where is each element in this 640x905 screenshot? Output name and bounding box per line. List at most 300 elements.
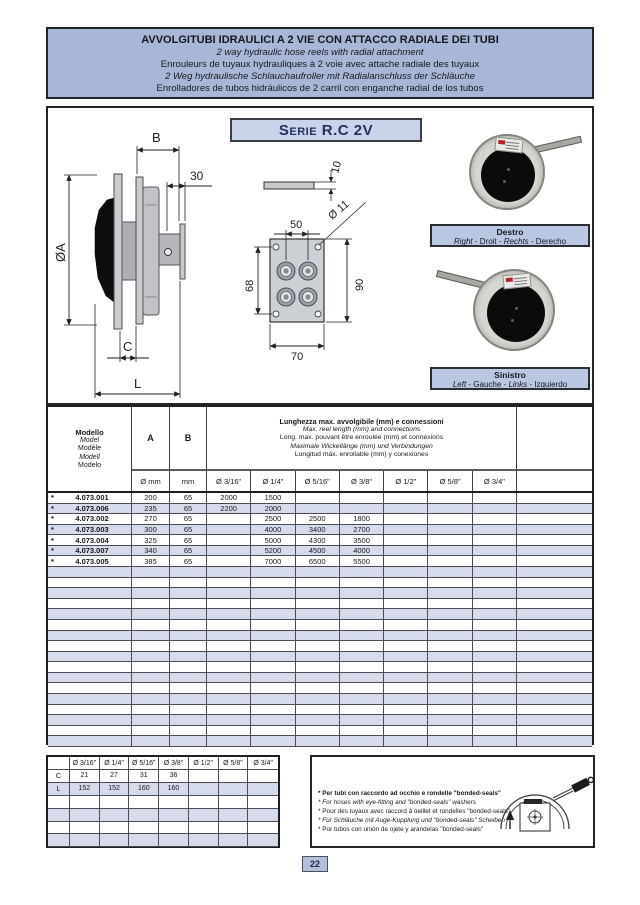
cl-cell [189, 770, 219, 783]
table-row-model-cell [48, 588, 132, 599]
table-cell [132, 673, 170, 684]
subheader-a-mm: Ø mm [132, 471, 170, 491]
page-number: 22 [302, 856, 328, 872]
table-cell [296, 641, 340, 652]
table-cell: 65 [170, 546, 207, 557]
table-cell [296, 694, 340, 705]
subheader-b-mm: mm [170, 471, 207, 491]
table-cell: 300 [132, 525, 170, 536]
sinistro-hose [436, 270, 486, 289]
cl-header-d316: Ø 3/16" [70, 757, 100, 770]
table-cell [340, 588, 384, 599]
table-cell: 2000 [207, 493, 251, 504]
sinistro-photo [473, 269, 555, 351]
table-cell [473, 631, 517, 642]
table-cell [428, 726, 472, 737]
table-cell [296, 609, 340, 620]
cl-cell [159, 834, 189, 847]
table-cell-spare [517, 567, 592, 578]
cl-header-d516: Ø 5/16" [129, 757, 159, 770]
table-cell [473, 652, 517, 663]
table-cell [428, 736, 472, 747]
table-cell [384, 736, 428, 747]
table-cell [340, 683, 384, 694]
table-cell [207, 620, 251, 631]
cl-header-d14: Ø 1/4" [100, 757, 130, 770]
cl-cell: 160 [159, 783, 189, 796]
table-cell [207, 652, 251, 663]
table-cell [207, 556, 251, 567]
cl-table [46, 755, 280, 848]
table-cell: 4000 [340, 546, 384, 557]
table-cell [384, 493, 428, 504]
table-cell [340, 578, 384, 589]
table-cell [473, 715, 517, 726]
table-row-model-cell: * 4.073.007 [48, 546, 132, 557]
notes-list [318, 789, 511, 834]
series-title: Serie R.C 2V [230, 118, 422, 142]
table-cell [207, 567, 251, 578]
table-row-model-cell: * 4.073.003 [48, 525, 132, 536]
table-cell [428, 588, 472, 599]
table-cell [428, 514, 472, 525]
table-cell [251, 683, 295, 694]
table-cell [340, 599, 384, 610]
table-cell [384, 673, 428, 684]
col-b-header: B [170, 407, 207, 471]
table-cell: 6500 [296, 556, 340, 567]
table-row-model-cell [48, 567, 132, 578]
table-row-model-cell [48, 705, 132, 716]
table-cell [428, 567, 472, 578]
table-cell [170, 578, 207, 589]
cl-cell [129, 796, 159, 809]
table-cell: 2500 [251, 514, 295, 525]
table-cell-spare [517, 673, 592, 684]
table-cell [340, 504, 384, 515]
table-cell [384, 694, 428, 705]
cl-cell [129, 822, 159, 835]
hose-coil-shape [95, 198, 114, 302]
table-cell [428, 493, 472, 504]
table-cell [132, 683, 170, 694]
table-cell [132, 726, 170, 737]
table-cell: 340 [132, 546, 170, 557]
table-cell [473, 662, 517, 673]
table-cell [251, 588, 295, 599]
table-cell [207, 609, 251, 620]
table-cell [296, 620, 340, 631]
table-cell-spare [517, 609, 592, 620]
table-cell-spare [517, 631, 592, 642]
table-cell [251, 609, 295, 620]
table-cell: 4500 [296, 546, 340, 557]
cl-cell: 152 [100, 783, 130, 796]
table-cell [473, 609, 517, 620]
table-cell-spare [517, 556, 592, 567]
table-cell-spare [517, 662, 592, 673]
note-line: * Per tubi con raccordo ad occhio e rondelle "bonded-seals" [318, 790, 501, 797]
table-cell [170, 631, 207, 642]
table-cell [207, 588, 251, 599]
cl-row-label: L [48, 783, 70, 796]
table-cell [296, 662, 340, 673]
table-row-model-cell [48, 736, 132, 747]
sinistro-title: Sinistro [494, 370, 526, 380]
dim-b-label: B [152, 130, 161, 145]
table-cell: 2500 [296, 514, 340, 525]
table-cell [428, 631, 472, 642]
table-cell [473, 736, 517, 747]
table-cell [251, 694, 295, 705]
table-cell [384, 620, 428, 631]
cl-row-label: C [48, 770, 70, 783]
table-cell [473, 641, 517, 652]
table-cell-spare [517, 705, 592, 716]
table-cell [340, 694, 384, 705]
cl-header-d38: Ø 3/8" [159, 757, 189, 770]
table-cell [251, 620, 295, 631]
cl-cell: 160 [129, 783, 159, 796]
table-cell [207, 599, 251, 610]
table-cell [384, 546, 428, 557]
table-cell: 65 [170, 504, 207, 515]
table-cell [296, 567, 340, 578]
table-cell-spare [517, 588, 592, 599]
table-cell [473, 525, 517, 536]
table-cell-spare [517, 620, 592, 631]
table-cell-spare [517, 578, 592, 589]
table-row-model-cell [48, 694, 132, 705]
table-cell [384, 631, 428, 642]
table-cell [340, 662, 384, 673]
table-cell [170, 620, 207, 631]
table-cell [473, 683, 517, 694]
table-row-model-cell [48, 620, 132, 631]
table-cell: 65 [170, 514, 207, 525]
destro-hose [534, 136, 582, 154]
table-cell [296, 578, 340, 589]
table-cell: 200 [132, 493, 170, 504]
table-cell [207, 715, 251, 726]
table-cell: 235 [132, 504, 170, 515]
table-cell [428, 599, 472, 610]
table-cell [251, 736, 295, 747]
table-cell [384, 599, 428, 610]
table-cell [207, 705, 251, 716]
table-cell [170, 683, 207, 694]
table-cell [428, 546, 472, 557]
table-row-model-cell: * 4.073.005 [48, 556, 132, 567]
table-cell: 1500 [251, 493, 295, 504]
table-cell [132, 715, 170, 726]
table-cell [428, 620, 472, 631]
table-cell-spare [517, 504, 592, 515]
table-cell [473, 599, 517, 610]
table-cell [170, 652, 207, 663]
dim-90-label: 90 [354, 278, 366, 291]
subheader-d38: Ø 3/8" [340, 471, 384, 491]
cl-table-body [48, 770, 278, 847]
subheader-d316: Ø 3/16" [207, 471, 251, 491]
table-cell [384, 683, 428, 694]
note-line: * Por tubos con unión de ojete y arandelas "bonded-seals" [318, 826, 484, 833]
cl-cell [219, 809, 249, 822]
table-cell [384, 726, 428, 737]
cl-cell [129, 809, 159, 822]
table-cell [296, 493, 340, 504]
table-cell [207, 535, 251, 546]
header-title-en: 2 way hydraulic hose reels with radial attachment [216, 47, 424, 58]
table-cell [384, 567, 428, 578]
table-cell [384, 609, 428, 620]
table-cell [384, 504, 428, 515]
table-cell [170, 705, 207, 716]
table-cell [428, 535, 472, 546]
table-cell: 3400 [296, 525, 340, 536]
cl-cell [219, 822, 249, 835]
main-table-body [48, 493, 592, 747]
cl-cell [70, 796, 100, 809]
subheader-d516: Ø 5/16" [296, 471, 340, 491]
table-cell [473, 588, 517, 599]
cl-header-d58: Ø 5/8" [219, 757, 249, 770]
table-cell-spare [517, 514, 592, 525]
table-cell [340, 493, 384, 504]
cl-cell [129, 834, 159, 847]
table-cell [384, 652, 428, 663]
cl-cell [219, 796, 249, 809]
cl-table-header [48, 757, 278, 770]
table-cell [384, 514, 428, 525]
table-cell [340, 726, 384, 737]
cl-cell [100, 809, 130, 822]
table-cell [428, 652, 472, 663]
table-cell [170, 736, 207, 747]
page-header [46, 27, 594, 99]
table-cell [473, 705, 517, 716]
table-cell-spare [517, 715, 592, 726]
table-cell [207, 546, 251, 557]
main-table-header [48, 407, 592, 493]
table-cell [132, 694, 170, 705]
cl-cell [248, 809, 278, 822]
cl-cell: 31 [129, 770, 159, 783]
table-cell [132, 705, 170, 716]
table-row-model-cell: * 4.073.004 [48, 535, 132, 546]
table-cell: 1800 [340, 514, 384, 525]
table-cell: 325 [132, 535, 170, 546]
table-row-model-cell: * 4.073.001 [48, 493, 132, 504]
table-cell [340, 736, 384, 747]
table-row-model-cell [48, 599, 132, 610]
table-cell: 2000 [251, 504, 295, 515]
table-cell: 4000 [251, 525, 295, 536]
notes-box [310, 755, 595, 848]
table-row-model-cell: * 4.073.002 [48, 514, 132, 525]
table-cell [207, 525, 251, 536]
cl-row-label [48, 809, 70, 822]
cl-cell [248, 770, 278, 783]
table-cell-spare [517, 726, 592, 737]
cl-cell [159, 809, 189, 822]
table-cell [251, 641, 295, 652]
table-cell: 65 [170, 525, 207, 536]
table-cell [170, 726, 207, 737]
dim-11-label: Ø 11 [326, 198, 352, 223]
table-cell [428, 673, 472, 684]
table-cell [251, 673, 295, 684]
table-cell [340, 609, 384, 620]
header-title-de: 2 Weg hydraulische Schlauchaufroller mit Radialanschluss der Schläuche [165, 71, 475, 82]
table-cell [428, 715, 472, 726]
note-line: * Pour des tuyaux avec raccord à oeillet et rondelles "bonded-seals" [318, 808, 511, 815]
table-cell [384, 715, 428, 726]
table-cell [296, 588, 340, 599]
dim-70-label: 70 [291, 351, 304, 363]
plate-drawing [234, 160, 409, 370]
table-cell [428, 694, 472, 705]
table-cell [340, 567, 384, 578]
table-cell: 3500 [340, 535, 384, 546]
destro-subtitle: Right - Droit - Rechts - Derecho [453, 237, 567, 246]
table-row-model-cell [48, 683, 132, 694]
table-cell [207, 631, 251, 642]
table-row-model-cell [48, 715, 132, 726]
table-cell [251, 567, 295, 578]
table-row-model-cell [48, 578, 132, 589]
table-cell [296, 683, 340, 694]
table-cell [384, 525, 428, 536]
table-cell [251, 578, 295, 589]
eye-fitting-drawing [493, 767, 597, 847]
cl-cell [189, 822, 219, 835]
table-cell [207, 683, 251, 694]
table-cell [473, 556, 517, 567]
table-cell [132, 736, 170, 747]
cl-cell [70, 822, 100, 835]
table-cell [340, 620, 384, 631]
table-cell [170, 694, 207, 705]
table-cell [132, 567, 170, 578]
table-cell [340, 705, 384, 716]
note-line: * For hoses with eye-fitting and "bonded-seals" washers [318, 799, 476, 806]
dim-c-label: C [123, 339, 133, 354]
cl-cell [248, 834, 278, 847]
table-cell [207, 736, 251, 747]
table-cell [170, 609, 207, 620]
cl-header-d12: Ø 1/2" [189, 757, 219, 770]
sinistro-subtitle: Left - Gauche - Links - Izquierdo [452, 380, 568, 389]
table-cell [384, 535, 428, 546]
table-row-model-cell [48, 609, 132, 620]
table-cell [296, 599, 340, 610]
cl-corner-cell [48, 757, 70, 770]
cl-cell [248, 783, 278, 796]
table-cell: 270 [132, 514, 170, 525]
table-cell [170, 662, 207, 673]
sinistro-label-sticker [502, 273, 531, 290]
table-cell [428, 525, 472, 536]
table-cell [340, 652, 384, 663]
table-cell [207, 641, 251, 652]
table-cell: 4300 [296, 535, 340, 546]
cl-cell [189, 834, 219, 847]
table-cell [428, 504, 472, 515]
table-cell [296, 705, 340, 716]
cl-cell [248, 796, 278, 809]
table-cell: 2700 [340, 525, 384, 536]
cl-cell [100, 834, 130, 847]
table-cell [132, 599, 170, 610]
header-title-it: AVVOLGITUBI IDRAULICI A 2 VIE CON ATTACCO RADIALE DEI TUBI [141, 34, 499, 46]
table-cell [170, 715, 207, 726]
subheader-d12: Ø 1/2" [384, 471, 428, 491]
table-cell [207, 514, 251, 525]
cl-cell [189, 783, 219, 796]
table-cell [296, 631, 340, 642]
cl-cell [70, 809, 100, 822]
table-cell [132, 609, 170, 620]
length-span-header: Lunghezza max. avvolgibile (mm) e connessioni Max. reel length (mm) and connections Long. max. pouvant être enroulée (mm) et connexions Maximale Wickellänge (mm) und Verbindungen Longitud máx. enrollable (mm) y conexiones [207, 407, 517, 471]
col-a-header: A [132, 407, 170, 471]
table-cell [132, 652, 170, 663]
table-cell [428, 683, 472, 694]
table-cell [296, 673, 340, 684]
cl-cell [219, 783, 249, 796]
table-cell [296, 736, 340, 747]
cl-cell [189, 796, 219, 809]
table-cell [473, 726, 517, 737]
table-cell [251, 726, 295, 737]
table-row-model-cell [48, 726, 132, 737]
table-cell [170, 641, 207, 652]
dim-30-label: 30 [190, 169, 204, 183]
table-cell: 7000 [251, 556, 295, 567]
table-row-model-cell [48, 652, 132, 663]
table-cell [473, 493, 517, 504]
table-cell [473, 694, 517, 705]
table-cell: 5000 [251, 535, 295, 546]
table-cell-spare [517, 546, 592, 557]
cl-cell [219, 834, 249, 847]
table-cell [428, 641, 472, 652]
table-cell [384, 662, 428, 673]
table-cell [473, 535, 517, 546]
table-cell [251, 715, 295, 726]
table-cell: 65 [170, 493, 207, 504]
table-cell [296, 504, 340, 515]
table-cell: 385 [132, 556, 170, 567]
content-panel [46, 106, 594, 405]
cl-cell: 36 [159, 770, 189, 783]
cl-cell [219, 770, 249, 783]
table-cell-spare [517, 599, 592, 610]
subheader-spare [517, 471, 592, 491]
cl-row-label [48, 822, 70, 835]
table-cell [207, 694, 251, 705]
dim-50-label: 50 [290, 219, 303, 231]
dim-a-label: ØA [53, 243, 68, 262]
table-cell: 65 [170, 556, 207, 567]
dim-l-label: L [134, 376, 142, 391]
table-cell [296, 652, 340, 663]
cl-header-d34: Ø 3/4" [248, 757, 278, 770]
table-cell [340, 641, 384, 652]
table-cell-spare [517, 652, 592, 663]
header-title-fr: Enrouleurs de tuyaux hydrauliques à 2 voie avec attache radiale des tuyaux [160, 59, 480, 70]
table-cell [170, 599, 207, 610]
